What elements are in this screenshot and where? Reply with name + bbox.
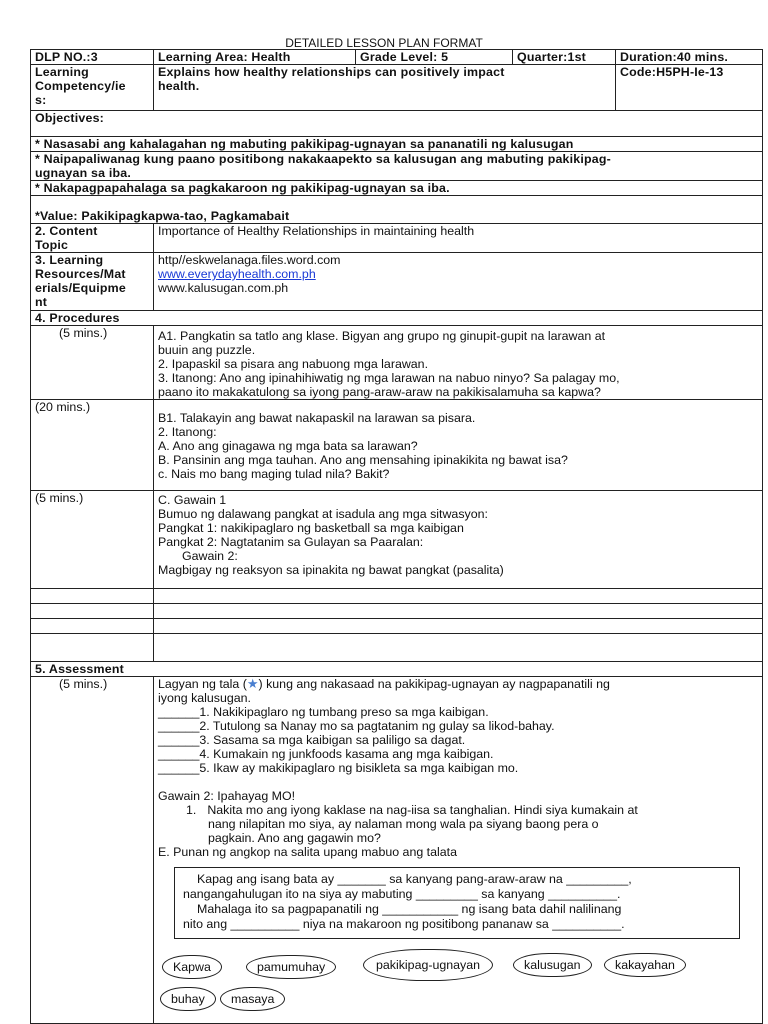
empty-cell [31,589,154,604]
procedure-time: (20 mins.) [31,400,154,491]
grade-level: Grade Level: 5 [356,50,513,65]
competency-text: Explains how healthy relationships can positively impact health. [154,65,616,111]
quarter: Quarter:1st [513,50,616,65]
word-bubble: pamumuhay [246,955,336,979]
word-bubble: pakikipag-ugnayan [363,949,493,981]
learning-area: Learning Area: Health [154,50,356,65]
resource-link[interactable]: www.everydayhealth.com.ph [158,267,316,281]
resource-link[interactable]: http//eskwelanaga.files.word.com [158,253,341,267]
document-title: DETAILED LESSON PLAN FORMAT [285,36,483,50]
part-e-instruction: E. Punan ng angkop na salita upang mabuo ang talata [158,845,457,859]
word-bank [158,947,758,1023]
gawain2-item: 1. Nakita mo ang iyong kaklase na nag-iisa sa tanghalian. Hindi siya kumakain at [186,803,638,817]
assessment-label: 5. Assessment [31,662,763,677]
assessment-instruction: Lagyan ng tala (★) kung ang nakasaad na pakikipag-ugnayan ay nagpapanatili ng [158,676,610,691]
empty-cell [154,589,763,604]
content-label: 2. Content Topic [31,224,154,253]
values-text: *Value: Pakikipagkapwa-tao, Pagkamabait [31,196,763,224]
resources-list [154,253,763,311]
empty-cell [31,619,154,634]
fill-in-paragraph: Kapag ang isang bata ay _______ sa kanyang pang-araw-araw na _________, nangangahulugan ito na siya ay mabuting _________ sa kanyang __________. Mahalaga ito sa pagpapanatili ng ___________ ng isang bata dahil nalilinang nito ang __________ niya na makaroon ng positibong pananaw sa __________. [174,867,740,939]
empty-cell [154,619,763,634]
header-row [31,50,763,65]
objective-item: * Naipapaliwanag kung paano positibong nakakaapekto sa kalusugan ang mabuting pakikipag- ugnayan sa iba. [31,152,763,181]
lesson-plan-table [30,49,763,1024]
word-bubble: Kapwa [162,955,222,979]
star-icon: ★ [246,676,259,691]
gawain2-title: Gawain 2: Ipahayag MO! [158,789,296,803]
objectives-label-row [31,111,763,137]
procedure-row [31,400,763,491]
assessment-item: ______1. Nakikipaglaro ng tumbang preso sa mga kaibigan. [158,705,489,719]
objectives-label: Objectives: [31,111,763,137]
assessment-item: ______4. Kumakain ng junkfoods kasama ang mga kaibigan. [158,747,494,761]
procedure-body: A1. Pangkatin sa tatlo ang klase. Bigyan ang grupo ng ginupit-gupit na larawan at buuin ang puzzle. 2. Ipapaskil sa pisara ang nabuong mga larawan. 3. Itanong: Ano ang ipinahihiwatig ng mga larawan na nabuo ninyo? Sa palagay mo, paano ito makakatulong sa iyong pang-araw-araw na pakikisalamuha sa kapwa? [154,326,763,400]
procedure-row [31,326,763,400]
word-bubble: kalusugan [513,953,592,977]
assessment-time: (5 mins.) [31,677,154,1024]
resource-link[interactable]: www.kalusugan.com.ph [158,281,289,295]
word-bubble: buhay [160,987,216,1011]
objective-item: * Nasasabi ang kahalagahan ng mabuting pakikipag-ugnayan sa pananatili ng kalusugan [31,137,763,152]
assessment-label-row [31,662,763,677]
procedure-row [31,491,763,589]
empty-cell [154,604,763,619]
resources-row [31,253,763,311]
assessment-item: ______2. Tutulong sa Nanay mo sa pagtatanim ng gulay sa likod-bahay. [158,719,555,733]
competency-label: Learning Competency/ie s: [31,65,154,111]
competency-code: Code:H5PH-Ie-13 [616,65,763,111]
empty-cell [31,634,154,662]
word-bubble: masaya [220,987,285,1011]
duration: Duration:40 mins. [616,50,763,65]
procedures-label-row [31,311,763,326]
objective-item: * Nakapagpapahalaga sa pagkakaroon ng pakikipag-ugnayan sa iba. [31,181,763,196]
assessment-row [31,677,763,1024]
content-row [31,224,763,253]
assessment-item: ______3. Sasama sa mga kaibigan sa paliligo sa dagat. [158,733,466,747]
assessment-body: Lagyan ng tala (★) kung ang nakasaad na pakikipag-ugnayan ay nagpapanatili ng iyong kalusugan. ______1. Nakikipaglaro ng tumbang preso sa mga kaibigan. ______2. Tutulong sa Nanay mo sa pagtatanim ng gulay sa likod-bahay. ______3. Sasama sa mga kaibigan sa paliligo sa dagat. ______4. Kumakain ng junkfoods kasama ang mga kaibigan. ______5. Ikaw ay makikipaglaro ng bisikleta sa mga kaibigan mo. Gawain 2: Ipahayag MO! 1. Nakita mo ang iyong kaklase na nag-iisa sa tanghalian. Hindi siya kumakain at nang nilapitan mo siya, ay nalaman mong wala pa siyang baong pera o pagkain. Ano ang gagawin mo? E. Punan ng angkop na salita upang mabuo ang talata Kapag ang isang bata ay _______ sa kanyang pang-araw-araw na _________, nangangahulugan ito na siya ay mabuting _________ sa kanyang __________. Mahalaga ito sa pagpapanatili ng ___________ ng isang bata dahil nalilinang nito ang __________ niya na makaroon ng positibong pananaw sa __________. Kapwa pamumuhay pakikipag-ugnayan kalusugan kakayahan buhay masaya [154,677,763,1024]
content-topic: Importance of Healthy Relationships in maintaining health [154,224,763,253]
word-bubble: kakayahan [604,953,686,977]
procedure-body: C. Gawain 1 Bumuo ng dalawang pangkat at isadula ang mga sitwasyon: Pangkat 1: nakikipaglaro ng basketball sa mga kaibigan Pangkat 2: Nagtatanim sa Gulayan sa Paaralan: Gawain 2: Magbigay ng reaksyon sa ipinakita ng bawat pangkat (pasalita) [154,491,763,589]
procedure-time: (5 mins.) [31,326,154,400]
resources-label: 3. Learning Resources/Mat erials/Equipme nt [31,253,154,311]
competency-row [31,65,763,111]
procedures-label: 4. Procedures [31,311,763,326]
empty-cell [154,634,763,662]
procedure-time: (5 mins.) [31,491,154,589]
dlp-number: DLP NO.:3 [31,50,154,65]
empty-cell [31,604,154,619]
assessment-item: ______5. Ikaw ay makikipaglaro ng bisikleta sa mga kaibigan mo. [158,761,519,775]
procedure-body: B1. Talakayin ang bawat nakapaskil na larawan sa pisara. 2. Itanong: A. Ano ang ginagawa ng mga bata sa larawan? B. Pansinin ang mga tauhan. Ano ang mensahing ipinakikita ng bawat isa? c. Nais mo bang maging tulad nila? Bakit? [154,400,763,491]
